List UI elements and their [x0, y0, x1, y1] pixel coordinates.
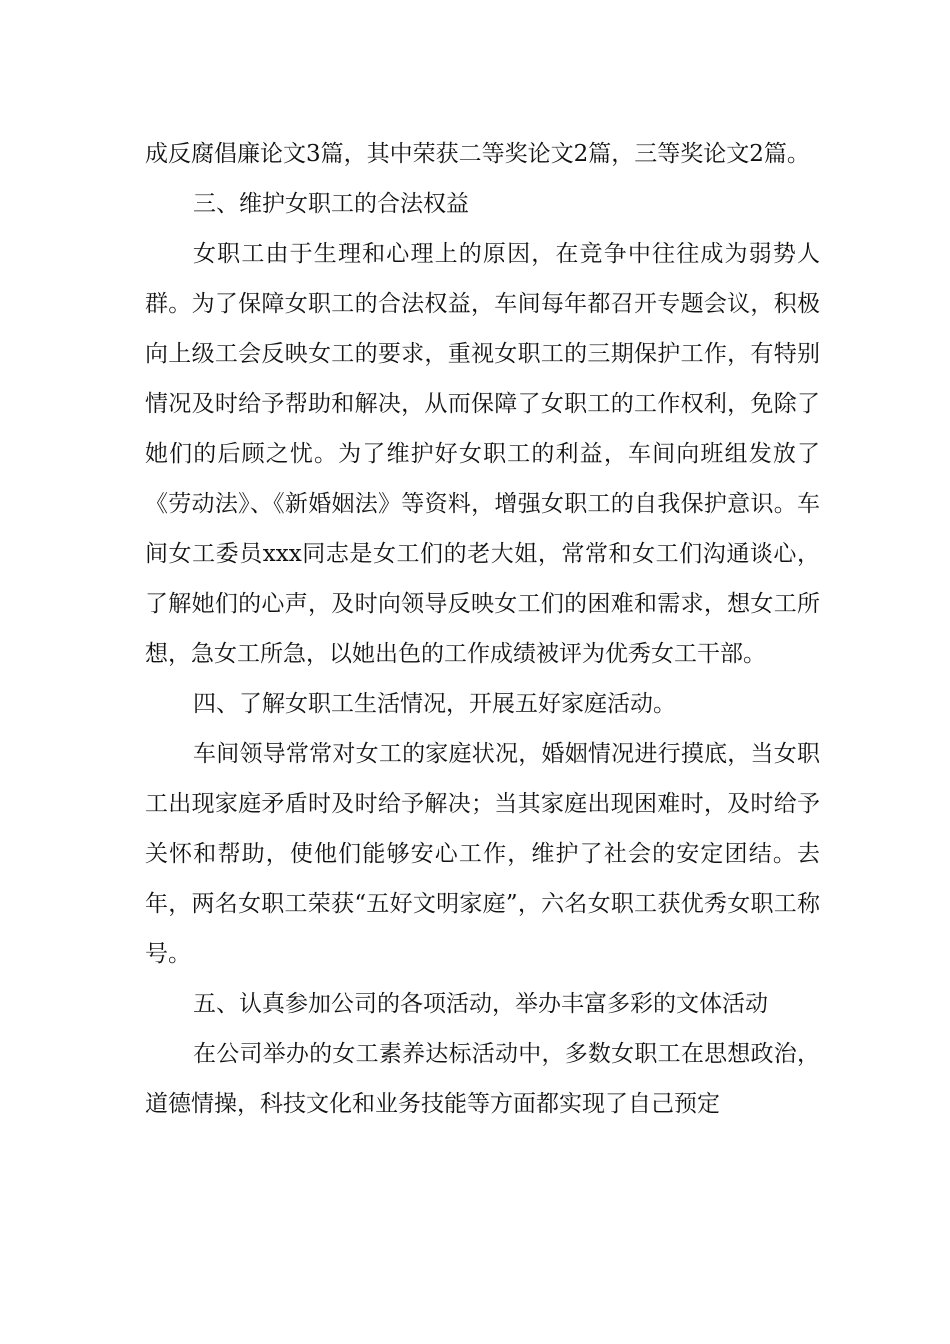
- paragraph-family-activities: 车间领导常常对女工的家庭状况，婚姻情况进行摸底，当女职工出现家庭矛盾时及时给予解决；当其家庭出现困难时，及时给予关怀和帮助，使他们能够安心工作，维护了社会的安定团结。去年，两名女职工荣获“五好文明家庭”，六名女职工获优秀女职工称号。: [145, 741, 820, 967]
- paragraph-continuation: 成反腐倡廉论文3篇，其中荣获二等奖论文2篇，三等奖论文2篇。: [145, 141, 810, 167]
- section-heading-4: 四、了解女职工生活情况，开展五好家庭活动。: [193, 691, 676, 717]
- section-heading-5: 五、认真参加公司的各项活动，举办丰富多彩的文体活动: [193, 991, 768, 1017]
- paragraph-women-rights: 女职工由于生理和心理上的原因，在竞争中往往成为弱势人群。为了保障女职工的合法权益，车间每年都召开专题会议，积极向上级工会反映女工的要求，重视女职工的三期保护工作，有特别情况及时给予帮助和解决，从而保障了女职工的工作权利，免除了她们的后顾之忧。为了维护好女职工的利益，车间向班组发放了《劳动法》、《新婚姻法》等资料，增强女职工的自我保护意识。车间女工委员xxx同志是女工们的老大姐，常常和女工们沟通谈心，了解她们的心声，及时向领导反映女工们的困难和需求，想女工所想，急女工所急，以她出色的工作成绩被评为优秀女工干部。: [145, 241, 820, 667]
- paragraph-company-activities: 在公司举办的女工素养达标活动中，多数女职工在思想政治，道德情操，科技文化和业务技能等方面都实现了自己预定: [145, 1041, 820, 1117]
- section-heading-3: 三、维护女职工的合法权益: [193, 191, 469, 217]
- document-body: [145, 129, 820, 1129]
